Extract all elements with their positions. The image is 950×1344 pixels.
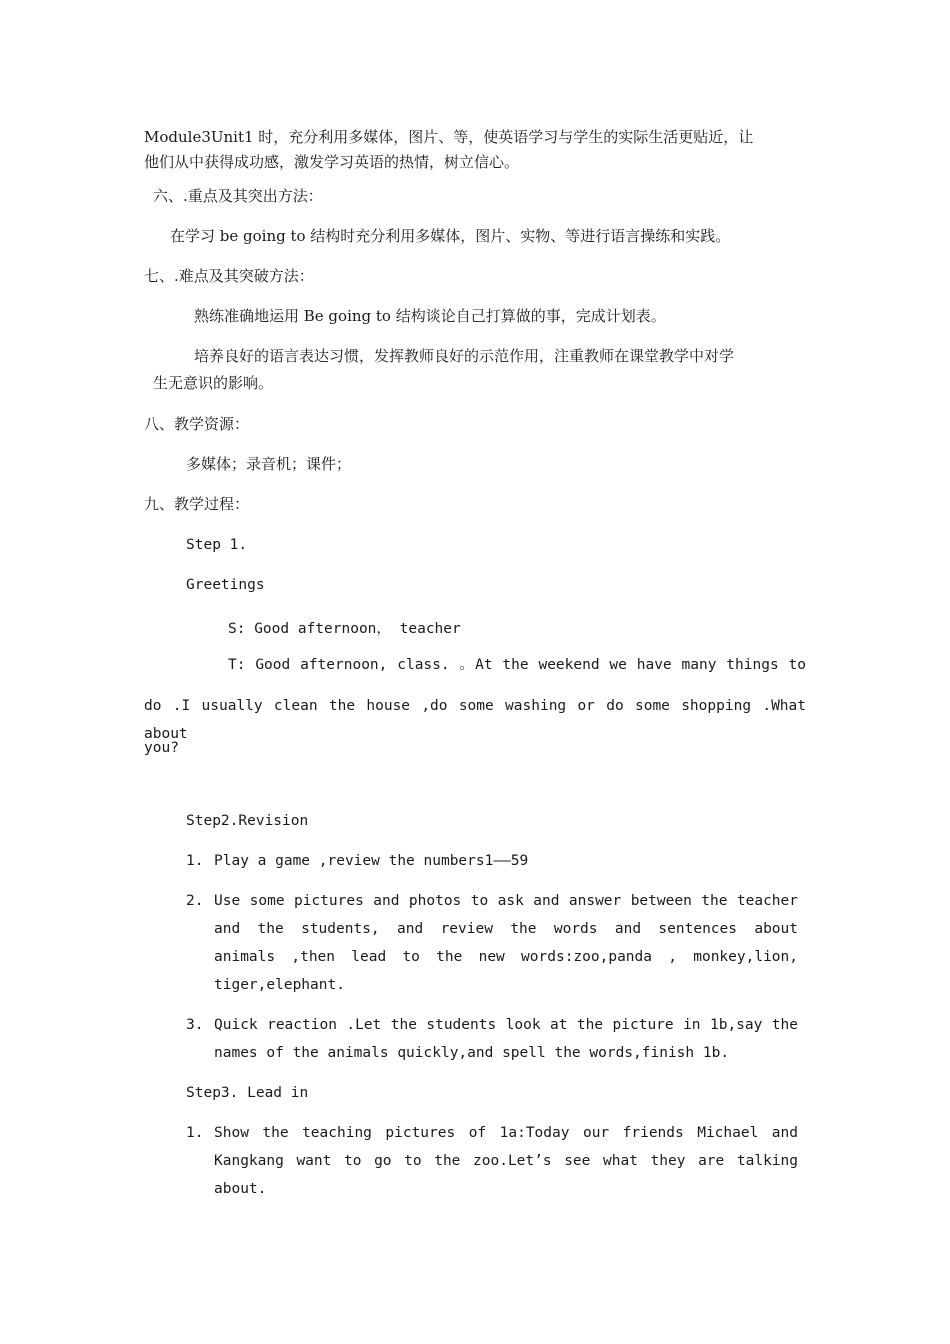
section-6-heading: 六、.重点及其突出方法：	[153, 187, 323, 205]
section-7-body-2-line-2: 生无意识的影响。	[153, 374, 274, 392]
section-6-body: 在学习 be going to 结构时充分利用多媒体，图片、实物、等进行语言操练和实践。	[170, 227, 731, 245]
step-2-item-2-number: 2.	[186, 893, 204, 909]
step-2-item-2-line-3: animals ,then lead to the new words:zoo,panda , monkey,lion,	[214, 949, 798, 965]
section-7-body-1: 熟练准确地运用 Be going to 结构谈论自己打算做的事，完成计划表。	[194, 307, 666, 325]
step-3-item-1-line-1: Show the teaching pictures of 1a:Today our friends Michael and	[214, 1125, 798, 1141]
section-7-heading: 七、.难点及其突破方法：	[144, 267, 314, 285]
step-2-item-3-number: 3.	[186, 1017, 204, 1033]
teacher-line-1: T: Good afternoon, class. 。At the weekend we have many things to	[228, 657, 806, 673]
step-1-label: Step 1.	[186, 537, 248, 553]
step-2-item-2-line-4: tiger,elephant.	[214, 977, 345, 993]
step-2-item-3-line-2: names of the animals quickly,and spell the words,finish 1b.	[214, 1045, 730, 1061]
step-2-heading: Step2.Revision	[186, 813, 309, 829]
step-3-item-1-line-3: about.	[214, 1181, 267, 1197]
greetings-label: Greetings	[186, 577, 265, 593]
teacher-line-3: you?	[144, 740, 179, 756]
section-7-body-2-line-1: 培养良好的语言表达习惯，发挥教师良好的示范作用，注重教师在课堂教学中对学	[194, 347, 735, 365]
intro-line-1: Module3Unit1 时，充分利用多媒体，图片、等，使英语学习与学生的实际生活更贴近，让	[144, 128, 754, 146]
teacher-line-2: do .I usually clean the house ,do some washing or do some shopping .What about	[144, 698, 806, 742]
step-3-item-1-number: 1.	[186, 1125, 204, 1141]
intro-line-2: 他们从中获得成功感，激发学习英语的热情，树立信心。	[144, 153, 520, 171]
step-2-item-3-line-1: Quick reaction .Let the students look at the picture in 1b,say the	[214, 1017, 798, 1033]
student-line: S: Good afternoon， teacher	[228, 621, 461, 637]
step-3-heading: Step3. Lead in	[186, 1085, 309, 1101]
step-2-item-1-number: 1.	[186, 853, 204, 869]
section-9-heading: 九、教学过程：	[144, 495, 250, 513]
section-8-body: 多媒体；录音机；课件；	[186, 455, 352, 473]
step-2-item-1-line-1: Play a game ,review the numbers1——59	[214, 853, 529, 869]
section-8-heading: 八、教学资源：	[144, 415, 250, 433]
step-2-item-2-line-2: and the students, and review the words and sentences about	[214, 921, 798, 937]
step-2-item-2-line-1: Use some pictures and photos to ask and answer between the teacher	[214, 893, 798, 909]
step-3-item-1-line-2: Kangkang want to go to the zoo.Let’s see what they are talking	[214, 1153, 798, 1169]
